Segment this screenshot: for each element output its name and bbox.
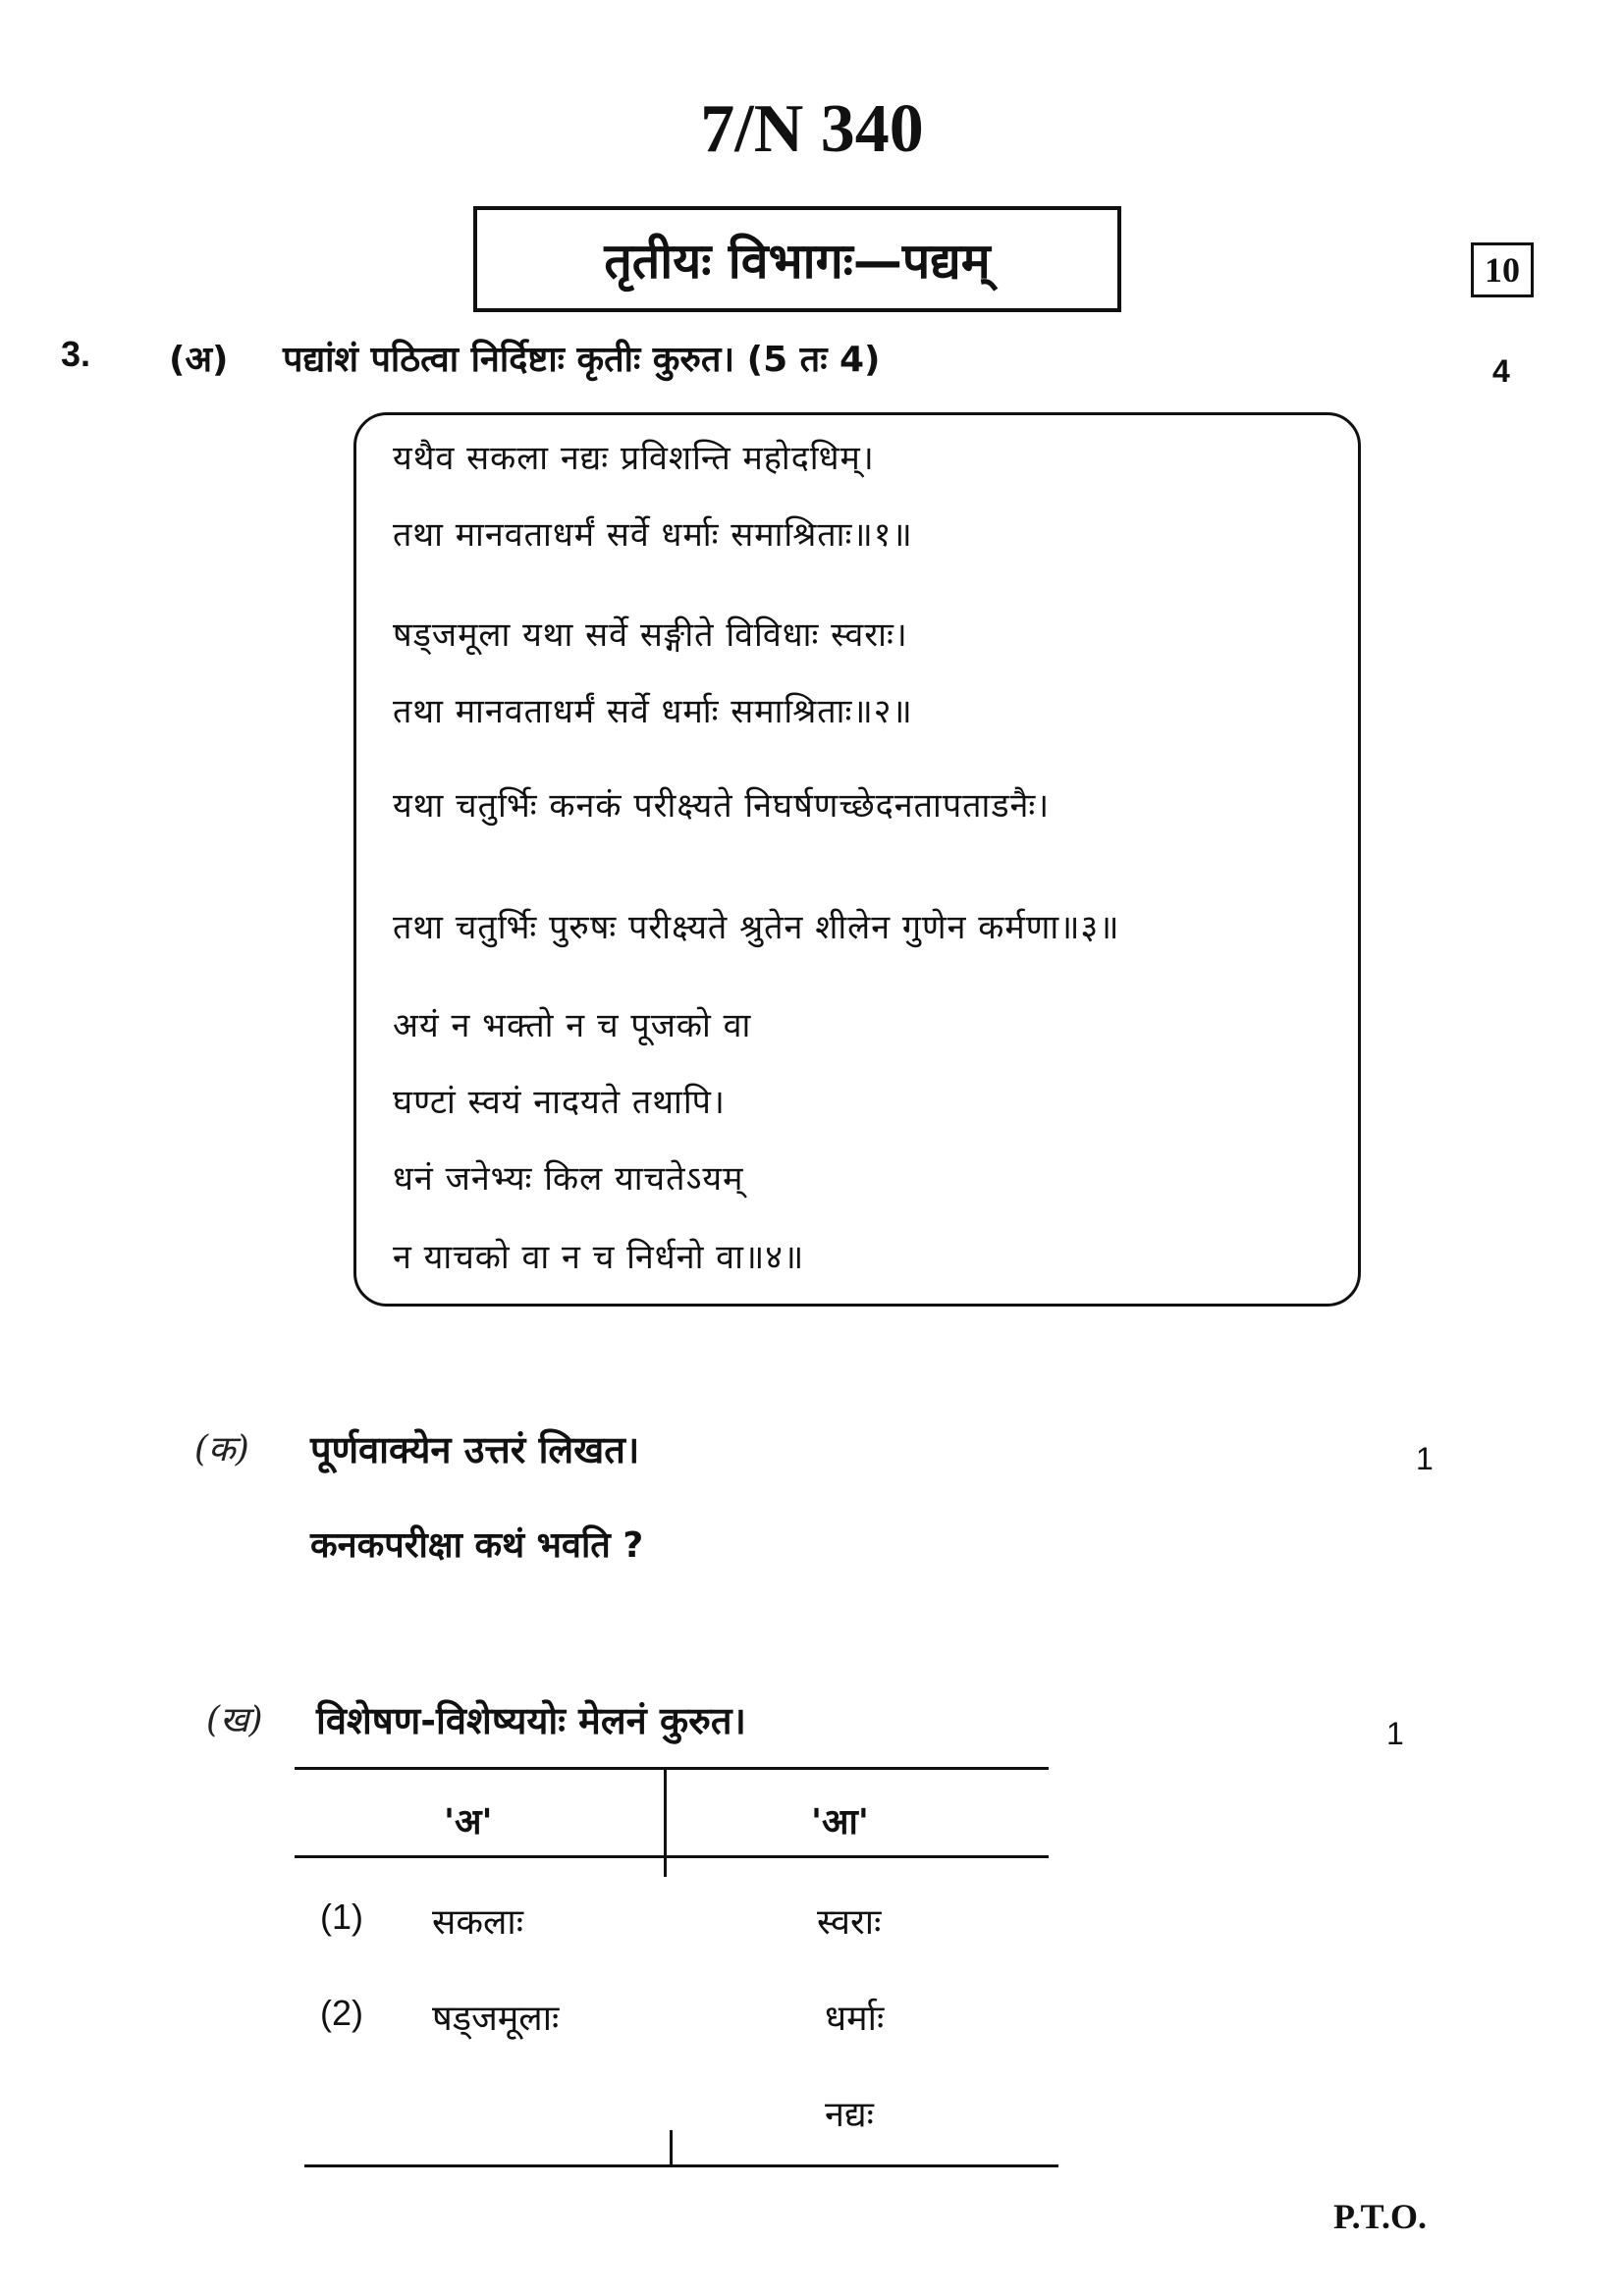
- passage-line: तथा चतुर्भिः पुरुषः परीक्ष्यते श्रुतेन शीलेन गुणेन कर्मणा॥३॥: [393, 908, 1120, 947]
- table-divider: [664, 1767, 667, 1877]
- subquestion-text: कनकपरीक्षा कथं भवति ?: [310, 1525, 644, 1566]
- passage-line: धनं जनेभ्यः किल याचतेऽयम्: [393, 1159, 744, 1199]
- subquestion-label: (क): [194, 1429, 249, 1469]
- subquestion-marks: 1: [1416, 1441, 1434, 1476]
- subquestion-instruction: पूर्णवाक्येन उत्तरं लिखत।: [310, 1428, 640, 1471]
- column-a-item: सकलाः: [432, 1902, 523, 1943]
- column-b-item: धर्माः: [825, 1999, 885, 2039]
- column-b-item: स्वराः: [817, 1902, 882, 1943]
- question-instruction: पद्यांशं पठित्वा निर्दिष्टाः कृतीः कुरुत। (5 तः 4): [283, 340, 881, 380]
- passage-line: अयं न भक्तो न च पूजको वा: [393, 1006, 752, 1045]
- question-part: (अ): [169, 340, 229, 380]
- page-turn-note: P.T.O.: [1333, 2197, 1428, 2236]
- table-divider: [670, 2130, 673, 2164]
- passage-line: न याचको वा न च निर्धनो वा॥४॥: [393, 1238, 805, 1277]
- subquestion-label: (ख): [206, 1700, 263, 1740]
- section-marks: 10: [1471, 242, 1534, 297]
- passage-line: तथा मानवताधर्मं सर्वे धर्माः समाश्रिताः॥१॥: [393, 515, 913, 555]
- subquestion-marks: 1: [1386, 1716, 1404, 1751]
- column-a-header: 'अ': [444, 1802, 493, 1842]
- row-number: (2): [320, 1993, 363, 2033]
- passage-line: यथा चतुर्भिः कनकं परीक्ष्यते निघर्षणच्छेदनतापताडनैः।: [393, 786, 1051, 826]
- passage-line: यथैव सकला नद्यः प्रविशन्ति महोदधिम्।: [393, 439, 875, 478]
- question-number: 3.: [61, 334, 91, 374]
- question-marks: 4: [1492, 353, 1510, 389]
- section-title: तृतीयः विभागः—पद्यम्: [473, 206, 1121, 312]
- table-bottom-rule: [304, 2164, 1058, 2167]
- column-b-item: नद्यः: [825, 2095, 874, 2135]
- subquestion-instruction: विशेषण-विशेष्ययोः मेलनं कुरुत।: [316, 1699, 746, 1742]
- table-top-rule: [295, 1767, 1049, 1770]
- column-b-header: 'आ': [811, 1802, 869, 1842]
- passage-line: तथा मानवताधर्मं सर्वे धर्माः समाश्रिताः॥२॥: [393, 692, 913, 731]
- passage-line: षड्जमूला यथा सर्वे सङ्गीते विविधाः स्वराः।: [393, 615, 908, 655]
- paper-code: 7/N 340: [700, 91, 924, 167]
- column-a-item: षड्जमूलाः: [432, 1999, 560, 2039]
- passage-line: घण्टां स्वयं नादयते तथापि।: [393, 1083, 726, 1122]
- table-header-rule: [295, 1855, 1049, 1858]
- row-number: (1): [320, 1896, 363, 1937]
